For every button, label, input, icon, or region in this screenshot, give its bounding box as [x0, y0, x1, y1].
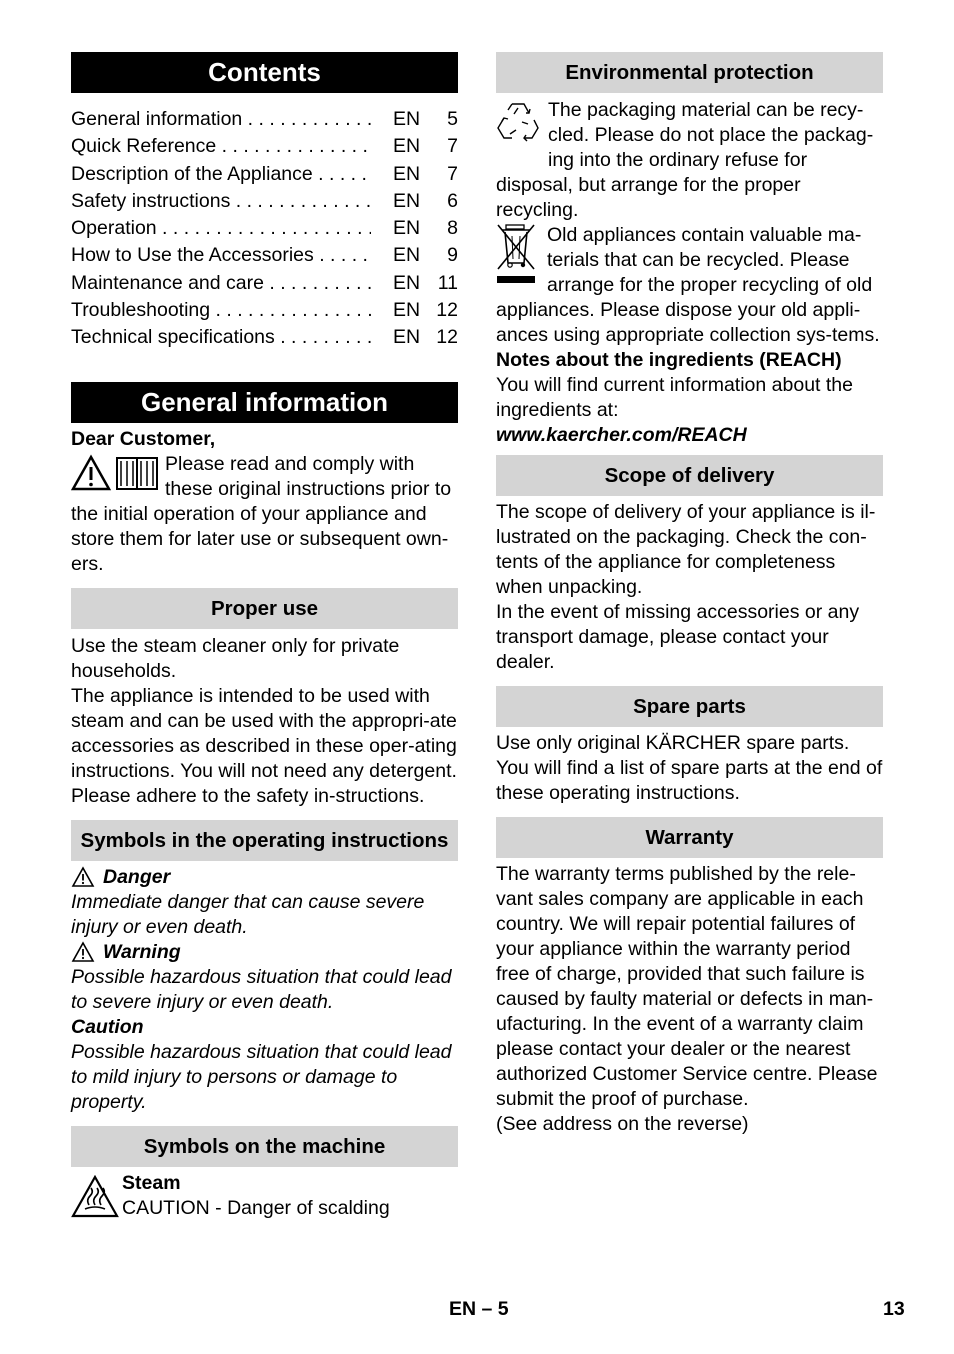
general-information-heading: General information: [71, 382, 458, 423]
toc-entry-title: How to Use the Accessories . . .: [71, 242, 371, 269]
crossed-bin-icon: [496, 223, 536, 294]
toc-entry[interactable]: [71, 242, 458, 269]
reach-text: You will find current information about the ingredients at:: [496, 374, 853, 421]
toc-entry-page: 9: [447, 244, 458, 267]
spare-parts-heading: Spare parts: [496, 686, 883, 727]
danger-text: Immediate danger that can cause severe injury or even death.: [71, 890, 425, 938]
table-of-contents: [71, 106, 458, 352]
steam-label: Steam: [122, 1171, 181, 1194]
spare-text-2: You will find a list of spare parts at the end of these operating instructions.: [496, 757, 883, 804]
toc-entry-page: 12: [436, 326, 458, 349]
danger-icon: [71, 866, 95, 888]
footer-section-label: EN – 5: [449, 1298, 509, 1320]
warning-text: Possible hazardous situation that could lead to severe injury or even death.: [71, 965, 452, 1013]
danger-label: Danger: [103, 865, 171, 888]
steam-text: CAUTION - Danger of scalding: [122, 1196, 390, 1219]
toc-entry-language: EN: [393, 108, 421, 130]
proper-use-heading: Proper use: [71, 588, 458, 629]
toc-entry[interactable]: [71, 106, 458, 133]
proper-use-text-1: Use the steam cleaner only for private households.: [71, 634, 400, 682]
toc-entry-language: EN: [393, 162, 421, 185]
reach-link[interactable]: www.kaercher.com/REACH: [496, 424, 747, 446]
warning-icon: [71, 941, 95, 963]
warning-book-icon: [71, 454, 159, 499]
footer-page-number: 13: [883, 1298, 905, 1320]
recycling-icon: [496, 100, 540, 149]
scope-of-delivery-heading: Scope of delivery: [496, 455, 883, 496]
toc-entry[interactable]: [71, 324, 458, 351]
caution-label: Caution: [71, 1015, 144, 1038]
toc-entry-title: Troubleshooting . . .: [71, 297, 371, 324]
packaging-text: The packaging material can be recy-cled. Please do not place the packag-ing into the ordinary refuse for disposal, but arrange for the proper recycling.: [496, 99, 874, 221]
toc-entry-page: 8: [447, 217, 458, 240]
toc-entry-title: Quick Reference . . .: [71, 133, 371, 160]
left-column: [71, 52, 458, 1221]
toc-entry-page: 11: [437, 271, 458, 294]
toc-entry-page: 6: [447, 189, 458, 212]
warning-label: Warning: [103, 940, 181, 963]
warranty-heading: Warranty: [496, 817, 883, 858]
hot-steam-warning-icon: [71, 1175, 119, 1219]
toc-entry-page: 7: [447, 162, 458, 185]
symbols-machine-heading: Symbols on the machine: [71, 1126, 458, 1167]
right-column: [496, 52, 883, 1137]
toc-entry-language: EN: [393, 135, 421, 158]
toc-entry-page: 5: [447, 108, 458, 130]
toc-entry[interactable]: [71, 133, 458, 160]
contents-heading: Contents: [71, 52, 458, 93]
toc-entry-language: EN: [393, 271, 421, 294]
greeting: Dear Customer,: [71, 427, 216, 450]
spare-text-1: Use only original KÄRCHER spare parts.: [496, 732, 850, 754]
toc-entry-title: Description of the Appliance . . .: [71, 161, 371, 188]
old-appliances-text: Old appliances contain valuable ma-terials that can be recycled. Please arrange for the proper recycling of old appliances. Please dispose your old appli-ances using appropriate collection sys-tems.: [496, 224, 880, 346]
scope-text-2: In the event of missing accessories or any transport damage, please contact your dealer.: [496, 601, 860, 673]
toc-entry[interactable]: [71, 215, 458, 242]
toc-entry-title: Operation . . .: [71, 215, 371, 242]
warranty-text-2: (See address on the reverse): [496, 1113, 749, 1135]
general-intro: Please read and comply with these original instructions prior to the initial operation of your appliance and store them for later use or subsequent own-ers.: [71, 452, 452, 575]
scope-text-1: The scope of delivery of your appliance is il-lustrated on the packaging. Check the con-tents of the appliance for completeness when unpacking.: [496, 501, 876, 598]
toc-entry-language: EN: [393, 244, 421, 267]
toc-entry-language: EN: [393, 189, 421, 212]
toc-entry-language: EN: [393, 217, 421, 240]
symbols-operating-heading: Symbols in the operating instructions: [71, 820, 458, 861]
toc-entry[interactable]: [71, 161, 458, 188]
proper-use-text-2: The appliance is intended to be used with steam and can be used with the appropri-ate accessories as described in these oper-ating instructions. You will not need any detergent. Please adhere to the safety in-structions.: [71, 684, 457, 807]
environmental-protection-heading: Environmental protection: [496, 52, 883, 93]
toc-entry-language: EN: [393, 299, 421, 322]
toc-entry-language: EN: [393, 326, 421, 349]
warranty-text-1: The warranty terms published by the rele-vant sales company are applicable in each country. We will repair potential failures of your appliance within the warranty period free of charge, provided that such failure is caused by faulty material or defects in man-ufacturing. In the event of a warranty claim please contact your dealer or the nearest authorized Customer Service centre. Please submit the proof of purchase.: [496, 863, 878, 1110]
toc-entry[interactable]: [71, 297, 458, 324]
toc-entry[interactable]: [71, 188, 458, 215]
toc-entry-title: General information . . .: [71, 106, 371, 133]
toc-entry-page: 12: [436, 299, 458, 322]
toc-entry-page: 7: [447, 135, 458, 158]
toc-entry-title: Technical specifications . . .: [71, 324, 371, 351]
caution-text: Possible hazardous situation that could lead to mild injury to persons or damage to property.: [71, 1040, 452, 1113]
reach-heading: Notes about the ingredients (REACH): [496, 349, 842, 371]
toc-entry-title: Maintenance and care . . .: [71, 270, 371, 297]
toc-entry-title: Safety instructions . . .: [71, 188, 371, 215]
toc-entry[interactable]: [71, 270, 458, 297]
